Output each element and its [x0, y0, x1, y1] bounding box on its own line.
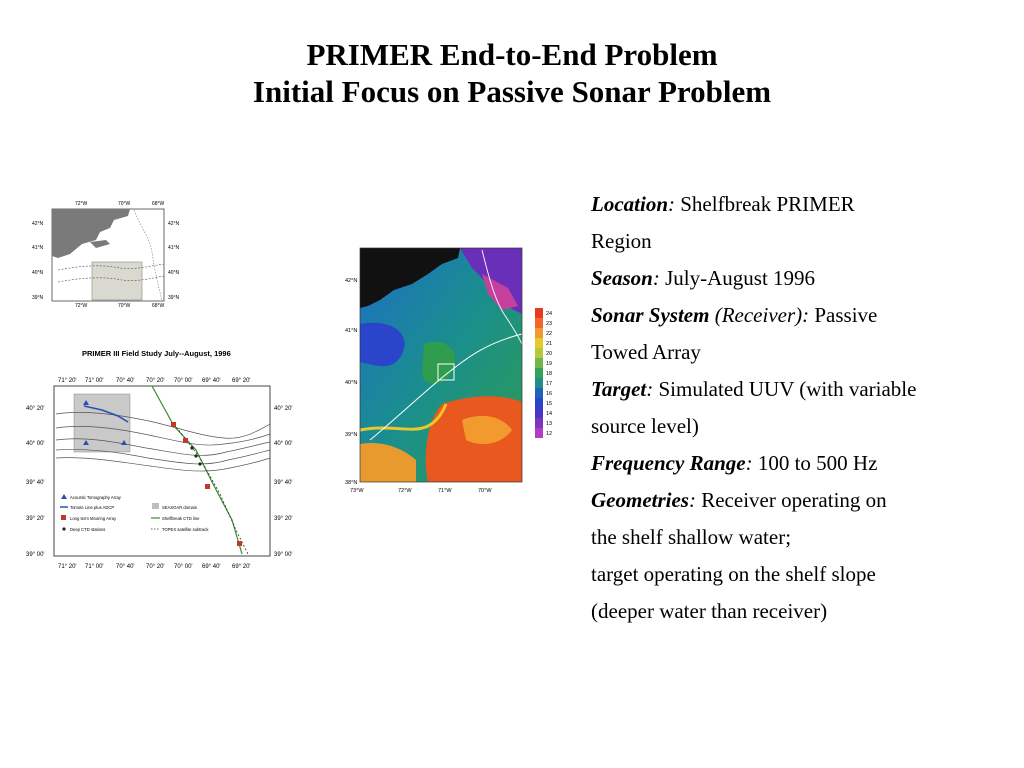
inset-right-lat-1: 41°N	[168, 245, 180, 251]
ctd-station-1	[190, 446, 193, 449]
inset-bottom-lon-0: 72°W	[75, 303, 88, 308]
inset-map	[30, 196, 190, 308]
target-value: Simulated UUV (with variable	[653, 377, 917, 401]
long-term-mooring-1	[171, 422, 176, 427]
ctd-station-2	[194, 454, 197, 457]
legend-dot-icon	[62, 527, 65, 530]
legend-seasoar-icon	[152, 503, 159, 509]
field-study-map	[24, 344, 304, 570]
field-top-lon-1: 71° 00'	[85, 378, 104, 384]
geometries-label: Geometries	[591, 488, 689, 512]
sst-lon-1: 72°W	[398, 488, 412, 494]
info-target-cont: source level)	[591, 414, 699, 438]
field-bottom-lon-3: 70° 20'	[146, 564, 165, 570]
field-map-title: PRIMER III Field Study July--August, 1996	[82, 349, 231, 358]
colorbar-label: 16	[546, 391, 553, 397]
inset-left-lat-2: 40°N	[32, 270, 44, 276]
frequency-value: 100 to 500 Hz	[752, 451, 878, 475]
ctd-station-3	[198, 462, 201, 465]
info-target	[591, 371, 1011, 408]
sonar-paren: (Receiver):	[709, 303, 810, 327]
info-location	[591, 186, 1011, 223]
field-left-lat-2: 39° 40'	[26, 480, 45, 486]
field-left-lat-1: 40° 00'	[26, 441, 45, 447]
colorbar-label: 17	[546, 381, 553, 387]
frequency-colon: :	[745, 451, 753, 475]
colorbar-swatch	[535, 368, 543, 378]
field-top-lon-5: 69° 40'	[202, 378, 221, 384]
location-value: Shelfbreak PRIMER	[675, 192, 855, 216]
inset-top-lon-1: 70°W	[118, 201, 131, 207]
info-sonar-cont: Towed Array	[591, 340, 701, 364]
field-left-lat-4: 39° 00'	[26, 552, 45, 558]
field-top-lon-4: 70° 00'	[174, 378, 193, 384]
field-bottom-lon-2: 70° 40'	[116, 564, 135, 570]
sst-lat-1: 41°N	[345, 328, 358, 334]
colorbar-swatch	[535, 408, 543, 418]
colorbar-label: 19	[546, 361, 553, 367]
field-top-lon-2: 70° 40'	[116, 378, 135, 384]
sonar-value: Passive	[809, 303, 878, 327]
legend-label-5: Shelfbreak CTD line	[162, 516, 200, 521]
inset-right-lat-2: 40°N	[168, 270, 180, 276]
inset-top-lon-0: 72°W	[75, 201, 88, 207]
field-right-lat-1: 40° 00'	[274, 441, 293, 447]
colorbar-label: 24	[546, 311, 553, 317]
info-location-cont: Region	[591, 229, 652, 253]
legend-label-2: Long term Mooring Array	[70, 516, 117, 521]
colorbar-label: 22	[546, 331, 553, 337]
field-right-lat-4: 39° 00'	[274, 552, 293, 558]
legend-label-4: SEASOAR domain	[162, 505, 198, 510]
legend-label-1: Tomote Line plus ADCP	[70, 505, 115, 510]
sst-lat-3: 39°N	[345, 432, 358, 438]
sst-lat-0: 42°N	[345, 278, 358, 284]
sst-lon-2: 71°W	[438, 488, 452, 494]
info-geometries-cont-2: target operating on the shelf slope	[591, 562, 876, 586]
sonar-label: Sonar System	[591, 303, 710, 327]
colorbar-swatch	[535, 428, 543, 438]
info-geometries-cont-1: the shelf shallow water;	[591, 525, 792, 549]
target-label: Target	[591, 377, 647, 401]
colorbar-swatch	[535, 358, 543, 368]
legend-label-3: Deep CTD stations	[70, 527, 106, 532]
field-top-lon-0: 71° 20'	[58, 378, 77, 384]
field-right-lat-2: 39° 40'	[274, 480, 293, 486]
inset-top-lon-2: 68°W	[152, 201, 165, 207]
colorbar-swatch	[535, 328, 543, 338]
field-right-lat-3: 39° 20'	[274, 516, 293, 522]
inset-left-lat-1: 41°N	[32, 245, 44, 251]
colorbar-label: 18	[546, 371, 553, 377]
colorbar-swatch	[535, 308, 543, 318]
sst-lon-0: 73°W	[350, 488, 364, 494]
field-bottom-lon-1: 71° 00'	[85, 564, 104, 570]
geometries-value: Receiver operating on	[695, 488, 887, 512]
field-left-lat-3: 39° 20'	[26, 516, 45, 522]
colorbar-swatch	[535, 378, 543, 388]
inset-study-area	[92, 262, 142, 300]
legend-label-6: TOPEX satellite subtrack	[162, 527, 209, 532]
colorbar-label: 23	[546, 321, 553, 327]
long-term-mooring-4	[237, 541, 242, 546]
field-bottom-lon-5: 69° 40'	[202, 564, 221, 570]
colorbar-label: 15	[546, 401, 553, 407]
frequency-label: Frequency Range	[591, 451, 746, 475]
info-geometries-cont-3: (deeper water than receiver)	[591, 599, 828, 623]
geometries-colon: :	[688, 488, 696, 512]
location-label: Location	[591, 192, 668, 216]
info-panel	[591, 186, 1011, 630]
inset-bottom-lon-2: 68°W	[152, 303, 165, 308]
inset-left-lat-0: 42°N	[32, 221, 44, 227]
location-colon: :	[668, 192, 675, 216]
info-season	[591, 260, 1011, 297]
target-colon: :	[646, 377, 654, 401]
field-bottom-lon-0: 71° 20'	[58, 564, 77, 570]
sst-lat-2: 40°N	[345, 380, 358, 386]
legend-square-icon	[61, 515, 66, 520]
colorbar-label: 20	[546, 351, 553, 357]
title-line-2: Initial Focus on Passive Sonar Problem	[252, 74, 772, 109]
inset-bottom-lon-1: 70°W	[118, 303, 131, 308]
colorbar-swatch	[535, 348, 543, 358]
colorbar-label: 12	[546, 431, 553, 437]
season-label: Season	[591, 266, 653, 290]
colorbar-swatch	[535, 318, 543, 328]
sst-satellite-map	[332, 244, 556, 496]
colorbar-label: 13	[546, 421, 553, 427]
info-geometries	[591, 482, 1011, 519]
sst-colorbar	[535, 308, 552, 438]
title-line-1: PRIMER End-to-End Problem	[306, 37, 718, 72]
field-top-lon-3: 70° 20'	[146, 378, 165, 384]
sst-lon-3: 70°W	[478, 488, 492, 494]
colorbar-label: 14	[546, 411, 553, 417]
colorbar-swatch	[535, 398, 543, 408]
info-frequency	[591, 445, 1011, 482]
inset-left-lat-3: 39°N	[32, 295, 44, 301]
colorbar-label: 21	[546, 341, 553, 347]
field-left-lat-0: 40° 20'	[26, 406, 45, 412]
colorbar-swatch	[535, 388, 543, 398]
inset-right-lat-0: 42°N	[168, 221, 180, 227]
field-bottom-lon-4: 70° 00'	[174, 564, 193, 570]
sst-lat-4: 38°N	[345, 480, 358, 486]
field-bottom-lon-6: 69° 20'	[232, 564, 251, 570]
inset-right-lat-3: 39°N	[168, 295, 180, 301]
field-right-lat-0: 40° 20'	[274, 406, 293, 412]
slide-title	[0, 36, 1024, 110]
long-term-mooring-2	[183, 438, 188, 443]
legend-label-0: Acoustic Tomography Array	[70, 495, 121, 500]
colorbar-swatch	[535, 338, 543, 348]
info-sonar	[591, 297, 1011, 334]
season-value: July-August 1996	[659, 266, 816, 290]
season-colon: :	[652, 266, 660, 290]
field-top-lon-6: 69° 20'	[232, 378, 251, 384]
long-term-mooring-3	[205, 484, 210, 489]
colorbar-swatch	[535, 418, 543, 428]
